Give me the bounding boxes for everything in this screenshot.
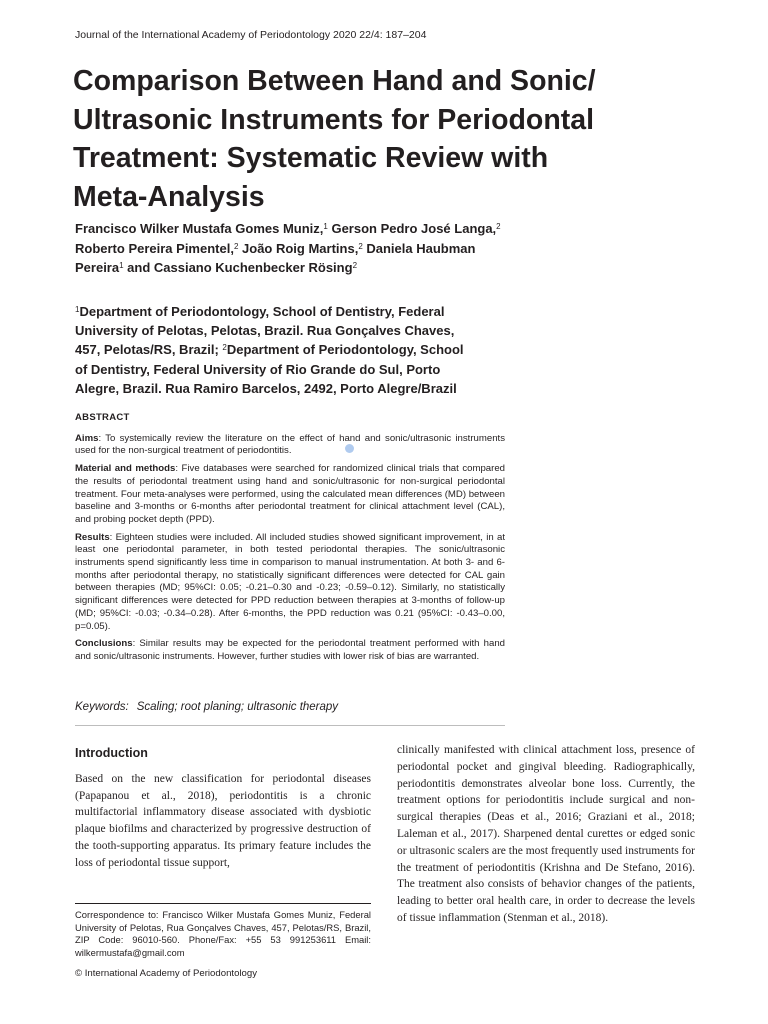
author-affiliation-mark: 2 [358,241,363,251]
affiliation-line: University of Pelotas, Pelotas, Brazil. Rua Gonçalves Chaves, [75,323,455,339]
abstract-aims: Aims: To systemically review the literature on the effect of hand and sonic/ultrasonic instruments used for the non-surgical treatment of periodontitis. [75,432,505,457]
keywords-label: Keywords: [75,701,129,713]
author-affiliation-mark: 1 [119,261,124,270]
text-cursor-highlight [345,444,354,453]
author: João Roig Martins, [238,240,359,256]
body-column-left [75,745,371,872]
affiliation-mark: 1 [75,305,80,314]
keywords-line [75,701,338,713]
section-divider [75,725,505,726]
copyright-notice: © International Academy of Periodontology [75,968,257,979]
affiliation-line: $^1$Department of Periodontology, School of Dentistry, Federal [75,304,445,319]
abstract-section [75,412,505,669]
abstract-methods: Material and methods: Five databases were searched for randomized clinical trials that compared the results of periodontal treatment using hand and sonic/ultrasonic for non-surgical periodontal treatment. Four meta-analyses were performed, using the calculated mean differences (MD) between baseline and 3-months or 6-months after periodontal treatment for clinical attachment level (CAL), and probing pocket depth (PPD). [75,463,506,525]
affiliation-mark: 2 [222,343,227,353]
article-title [73,62,633,216]
title-line: Meta-Analysis [73,180,265,213]
introduction-paragraph-continued: clinically manifested with clinical attachment loss, presence of periodontal pocket and gingival bleeding. Radiographically, periodontitis demonstrates alveolar bone loss. Currently, the treatment options for periodontitis include surgical and non-surgical therapies (Deas et al., 2016; Graziani et al., 2018; Laleman et al., 2017). Sharpened dental curettes or edged sonic or ultrasonic scalers are the most frequently used instruments for the treatment of periodontitis (Krishna and De Stefano, 2016). The treatment also consists of behavior changes of the patients, leading to better oral health care, in order to decrease the levels of tissue inflammation (Stenman et al., 2018). [397,744,695,924]
footnote-divider [75,903,371,904]
author-affiliation-mark: 1 [323,222,328,231]
author-affiliation-mark: 2 [233,241,239,251]
title-line: Ultrasonic Instruments for Periodontal [73,103,594,136]
journal-header: Journal of the International Academy of Periodontology 2020 22/4: 187–204 [75,29,427,41]
title-line: Treatment: Systematic Review with [73,142,549,174]
abstract-heading: ABSTRACT [75,412,130,423]
author: Gerson Pedro José Langa, [327,221,497,236]
affiliation-line: of Dentistry, Federal University of Rio Grande do Sul, Porto [75,361,441,377]
affiliation-line: 457, Pelotas/RS, Brazil; $^2$Department of Periodontology, School [75,342,464,358]
affiliation-line: Alegre, Brazil. Rua Ramiro Barcelos, 2492, Porto Alegre/Brazil [75,380,457,396]
author: Francisco Wilker Mustafa Gomes Muniz, [75,221,324,236]
author: Daniela Haubman Pereira [75,240,476,275]
author: Roberto Pereira Pimentel, [75,240,234,256]
abstract-results: Results: Eighteen studies were included. All included studies showed significant improvement, in at least one periodontal parameter, in both tested periodontal therapies. The sonic/ultrasonic instruments spend significantly less time in comparison to manual instrumentation. At both 3- and 6-months after periodontal therapy, no statistically significant differences were detected for CAL gain between therapies (MD; 95%CI: 0.05; -0.21–0.30 and -0.23; -0.59–0.12). Similarly, no statistically significant differences were detected for PPD reduction between therapies at 3-months of follow-up (MD; 95%CI: -0.03; -0.34–0.28). After 6-months, the PPD reduction was 0.21 (95%CI: -0.43–0.00, p=0.05). [75,531,505,632]
author: and Cassiano Kuchenbecker Rösing [123,260,353,275]
correspondence-note: Correspondence to: Francisco Wilker Mustafa Gomes Muniz, Federal University of Pelotas, Rua Gonçalves Chaves, 457, Pelotas/RS, Brazil, ZIP Code: 96010-560. Phone/Fax: +55 53 991253611 Email: wilkermustafa@gmail.com [75,909,371,958]
abstract-conclusions: Conclusions: Similar results may be expected for the periodontal treatment performed with hand and sonic/ultrasonic instruments. However, further studies with lower risk of bias are warranted. [75,638,505,662]
introduction-heading: Introduction [75,746,148,760]
body-column-right [397,742,695,927]
introduction-paragraph: Based on the new classification for periodontal diseases (Papapanou et al., 2018), periodontitis is a chronic multifactorial inflammatory disease associated with dysbiotic plaque biofilms and characterized by progressive destruction of the tooth-supporting apparatus. Its primary feature includes the loss of periodontal tissue support, [75,772,371,869]
author-affiliation-mark: 2 [352,261,358,270]
author-list [75,219,515,278]
title-line: Comparison Between Hand and Sonic/ [73,65,596,97]
affiliation-block [75,302,515,398]
author-affiliation-mark: 2 [496,222,501,231]
keywords-text: Scaling; root planing; ultrasonic therapy [136,701,339,713]
